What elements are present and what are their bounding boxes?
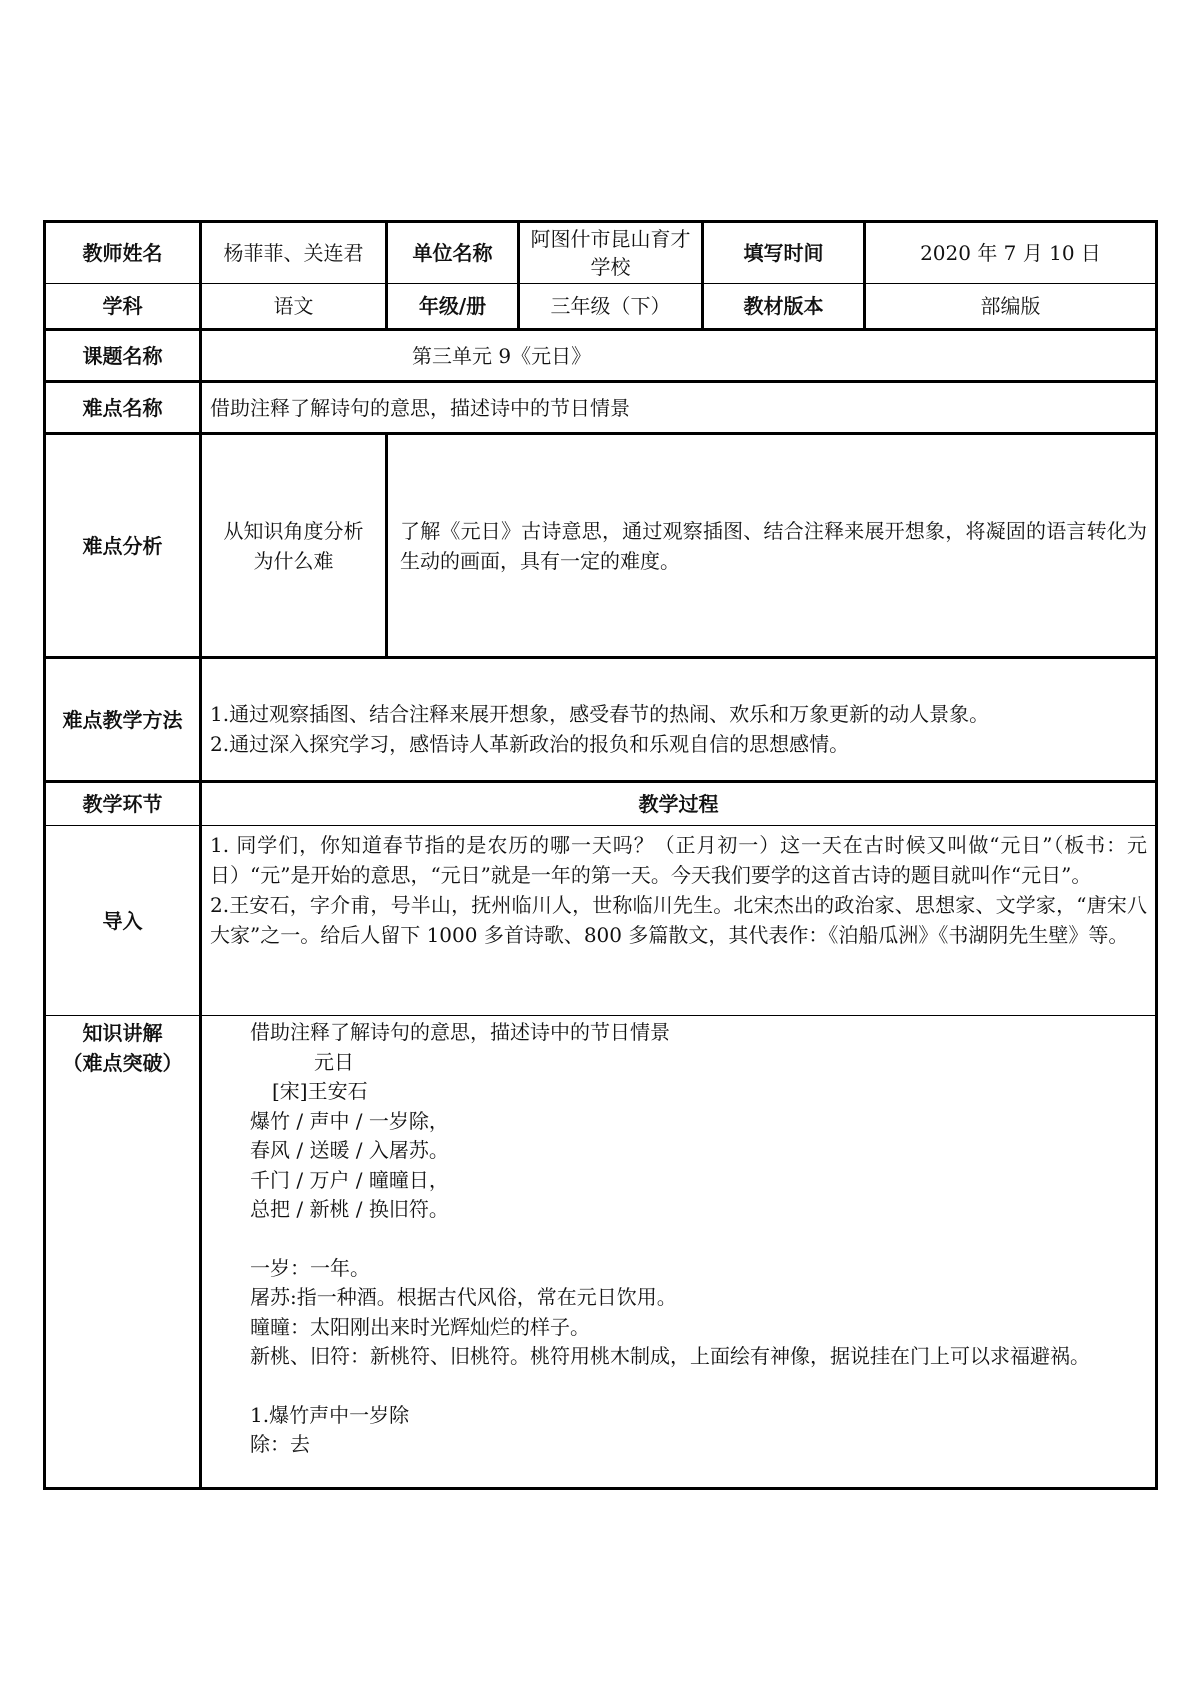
- poem-verse-2: 春风 / 送暖 / 入屠苏。: [250, 1138, 449, 1162]
- intro-paragraph-1: 1. 同学们，你知道春节指的是农历的哪一天吗？（正月初一）这一天在古时候又叫做“元日”（板书：元日）“元”是开始的意思，“元日”就是一年的第一天。今天我们要学的这首古诗的题目就叫作“元日”。: [210, 833, 1147, 887]
- poem-verse-4: 总把 / 新桃 / 换旧符。: [250, 1197, 449, 1221]
- teacher-label: 教师姓名: [45, 222, 201, 284]
- subject-label: 学科: [45, 284, 201, 330]
- topic-value: 第三单元 9《元日》: [201, 330, 1157, 382]
- spacer: [250, 1372, 1147, 1401]
- knowledge-goal: 借助注释了解诗句的意思，描述诗中的节日情景: [250, 1020, 670, 1044]
- poem-title: 元日: [314, 1049, 354, 1074]
- method-item-1: 1.通过观察插图、结合注释来展开想象，感受春节的热闹、欢乐和万象更新的动人景象。: [210, 702, 990, 726]
- teacher-value: 杨菲菲、关连君: [201, 222, 387, 284]
- poem-verse-3: 千门 / 万户 / 曈曈日，: [250, 1167, 449, 1192]
- grade-label: 年级/册: [387, 284, 519, 330]
- date-label: 填写时间: [703, 222, 865, 284]
- date-value: 2020 年 7 月 10 日: [865, 222, 1157, 284]
- knowledge-label-line2: （难点突破）: [62, 1051, 183, 1075]
- note-2: 屠苏:指一种酒。根据古代风俗，常在元日饮用。: [250, 1285, 677, 1309]
- subject-value: 语文: [201, 284, 387, 330]
- analysis-sub-label: 从知识角度分析为什么难: [201, 434, 387, 658]
- note-4: 新桃、旧符：新桃符、旧桃符。桃符用桃木制成，上面绘有神像，据说挂在门上可以求福避祸。: [250, 1344, 1090, 1368]
- knowledge-label: [45, 1016, 201, 1489]
- process-step-label: 教学环节: [45, 782, 201, 826]
- intro-label: 导入: [45, 826, 201, 1016]
- lesson-plan-table: [43, 220, 1155, 1490]
- point-1: 1.爆竹声中一岁除: [250, 1402, 410, 1427]
- grade-value: 三年级（下）: [519, 284, 703, 330]
- edition-label: 教材版本: [703, 284, 865, 330]
- edition-value: 部编版: [865, 284, 1157, 330]
- unit-label: 单位名称: [387, 222, 519, 284]
- point-1-note: 除：去: [250, 1432, 310, 1456]
- difficulty-value: 借助注释了解诗句的意思，描述诗中的节日情景: [201, 382, 1157, 434]
- poem-verse-1: 爆竹 / 声中 / 一岁除，: [250, 1108, 449, 1133]
- knowledge-label-line1: 知识讲解: [82, 1021, 163, 1045]
- method-item-2: 2.通过深入探究学习，感悟诗人革新政治的报负和乐观自信的思想感情。: [210, 732, 850, 756]
- topic-label: 课题名称: [45, 330, 201, 382]
- analysis-value: 了解《元日》古诗意思，通过观察插图、结合注释来展开想象，将凝固的语言转化为生动的画面，具有一定的难度。: [387, 434, 1157, 658]
- intro-content: [201, 826, 1157, 1016]
- process-header: 教学过程: [201, 782, 1157, 826]
- spacer: [250, 1225, 1147, 1254]
- difficulty-label: 难点名称: [45, 382, 201, 434]
- method-label: 难点教学方法: [45, 658, 201, 782]
- knowledge-content: [201, 1016, 1157, 1489]
- intro-paragraph-2: 2.王安石，字介甫，号半山，抚州临川人，世称临川先生。北宋杰出的政治家、思想家、文学家，“唐宋八大家”之一。给后人留下 1000 多首诗歌、800 多篇散文，其代表作：《泊船瓜洲》《书湖阴先生壁》等。: [210, 893, 1147, 947]
- note-3: 曈曈：太阳刚出来时光辉灿烂的样子。: [250, 1314, 590, 1339]
- poem-author: [宋]王安石: [272, 1079, 368, 1103]
- unit-value: 阿图什市昆山育才学校: [519, 222, 703, 284]
- method-content: [201, 658, 1157, 782]
- analysis-label: 难点分析: [45, 434, 201, 658]
- note-1: 一岁：一年。: [250, 1255, 370, 1280]
